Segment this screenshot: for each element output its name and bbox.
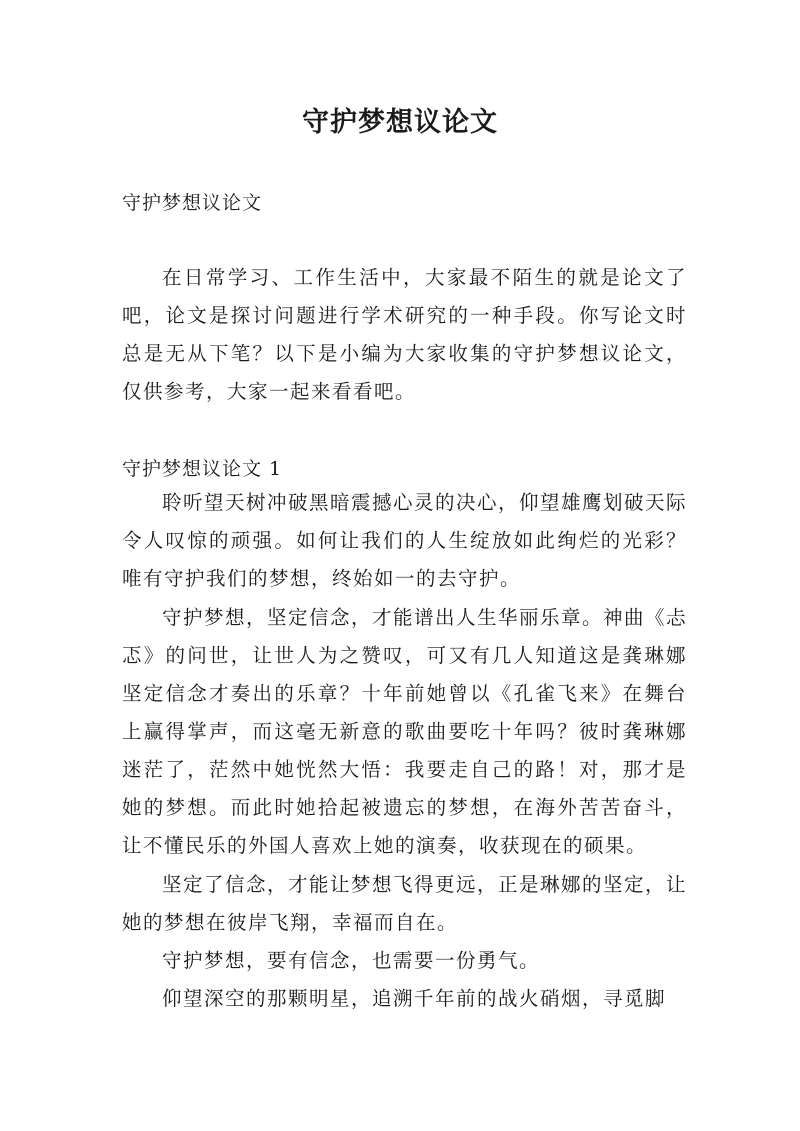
- body-paragraph: 聆听望天树冲破黑暗震撼心灵的决心，仰望雄鹰划破天际令人叹惊的顽强。如何让我们的人生绽放如此绚烂的光彩？唯有守护我们的梦想，终始如一的去守护。: [122, 491, 688, 590]
- body-paragraph: 坚定了信念，才能让梦想飞得更远，正是琳娜的坚定，让她的梦想在彼岸飞翔，幸福而自在。: [122, 873, 688, 934]
- body-paragraph: 守护梦想，要有信念，也需要一份勇气。: [162, 949, 541, 972]
- intro-paragraph: 在日常学习、工作生活中，大家最不陌生的就是论文了吧，论文是探讨问题进行学术研究的一种手段。你写论文时总是无从下笔？以下是小编为大家收集的守护梦想议论文，仅供参考，大家一起来看看吧。: [122, 266, 687, 403]
- document-subtitle: 守护梦想议论文: [122, 192, 263, 214]
- body-paragraph: 守护梦想，坚定信念，才能谱出人生华丽乐章。神曲《忐忑》的问世，让世人为之赞叹，可又有几人知道这是龚琳娜坚定信念才奏出的乐章？十年前她曾以《孔雀飞来》在舞台上赢得掌声，而这毫无新意的歌曲要吃十年吗？彼时龚琳娜迷茫了，茫然中她恍然大悟：我要走自己的路！对，那才是她的梦想。而此时她拾起被遗忘的梦想，在海外苦苦奋斗，让不懂民乐的外国人喜欢上她的演奏，收获现在的硕果。: [122, 606, 688, 857]
- section-heading: 守护梦想议论文 1: [122, 458, 283, 480]
- body-paragraph: 仰望深空的那颗明星，追溯千年前的战火硝烟，寻觅脚: [162, 987, 667, 1010]
- document-title: 守护梦想议论文: [302, 107, 498, 138]
